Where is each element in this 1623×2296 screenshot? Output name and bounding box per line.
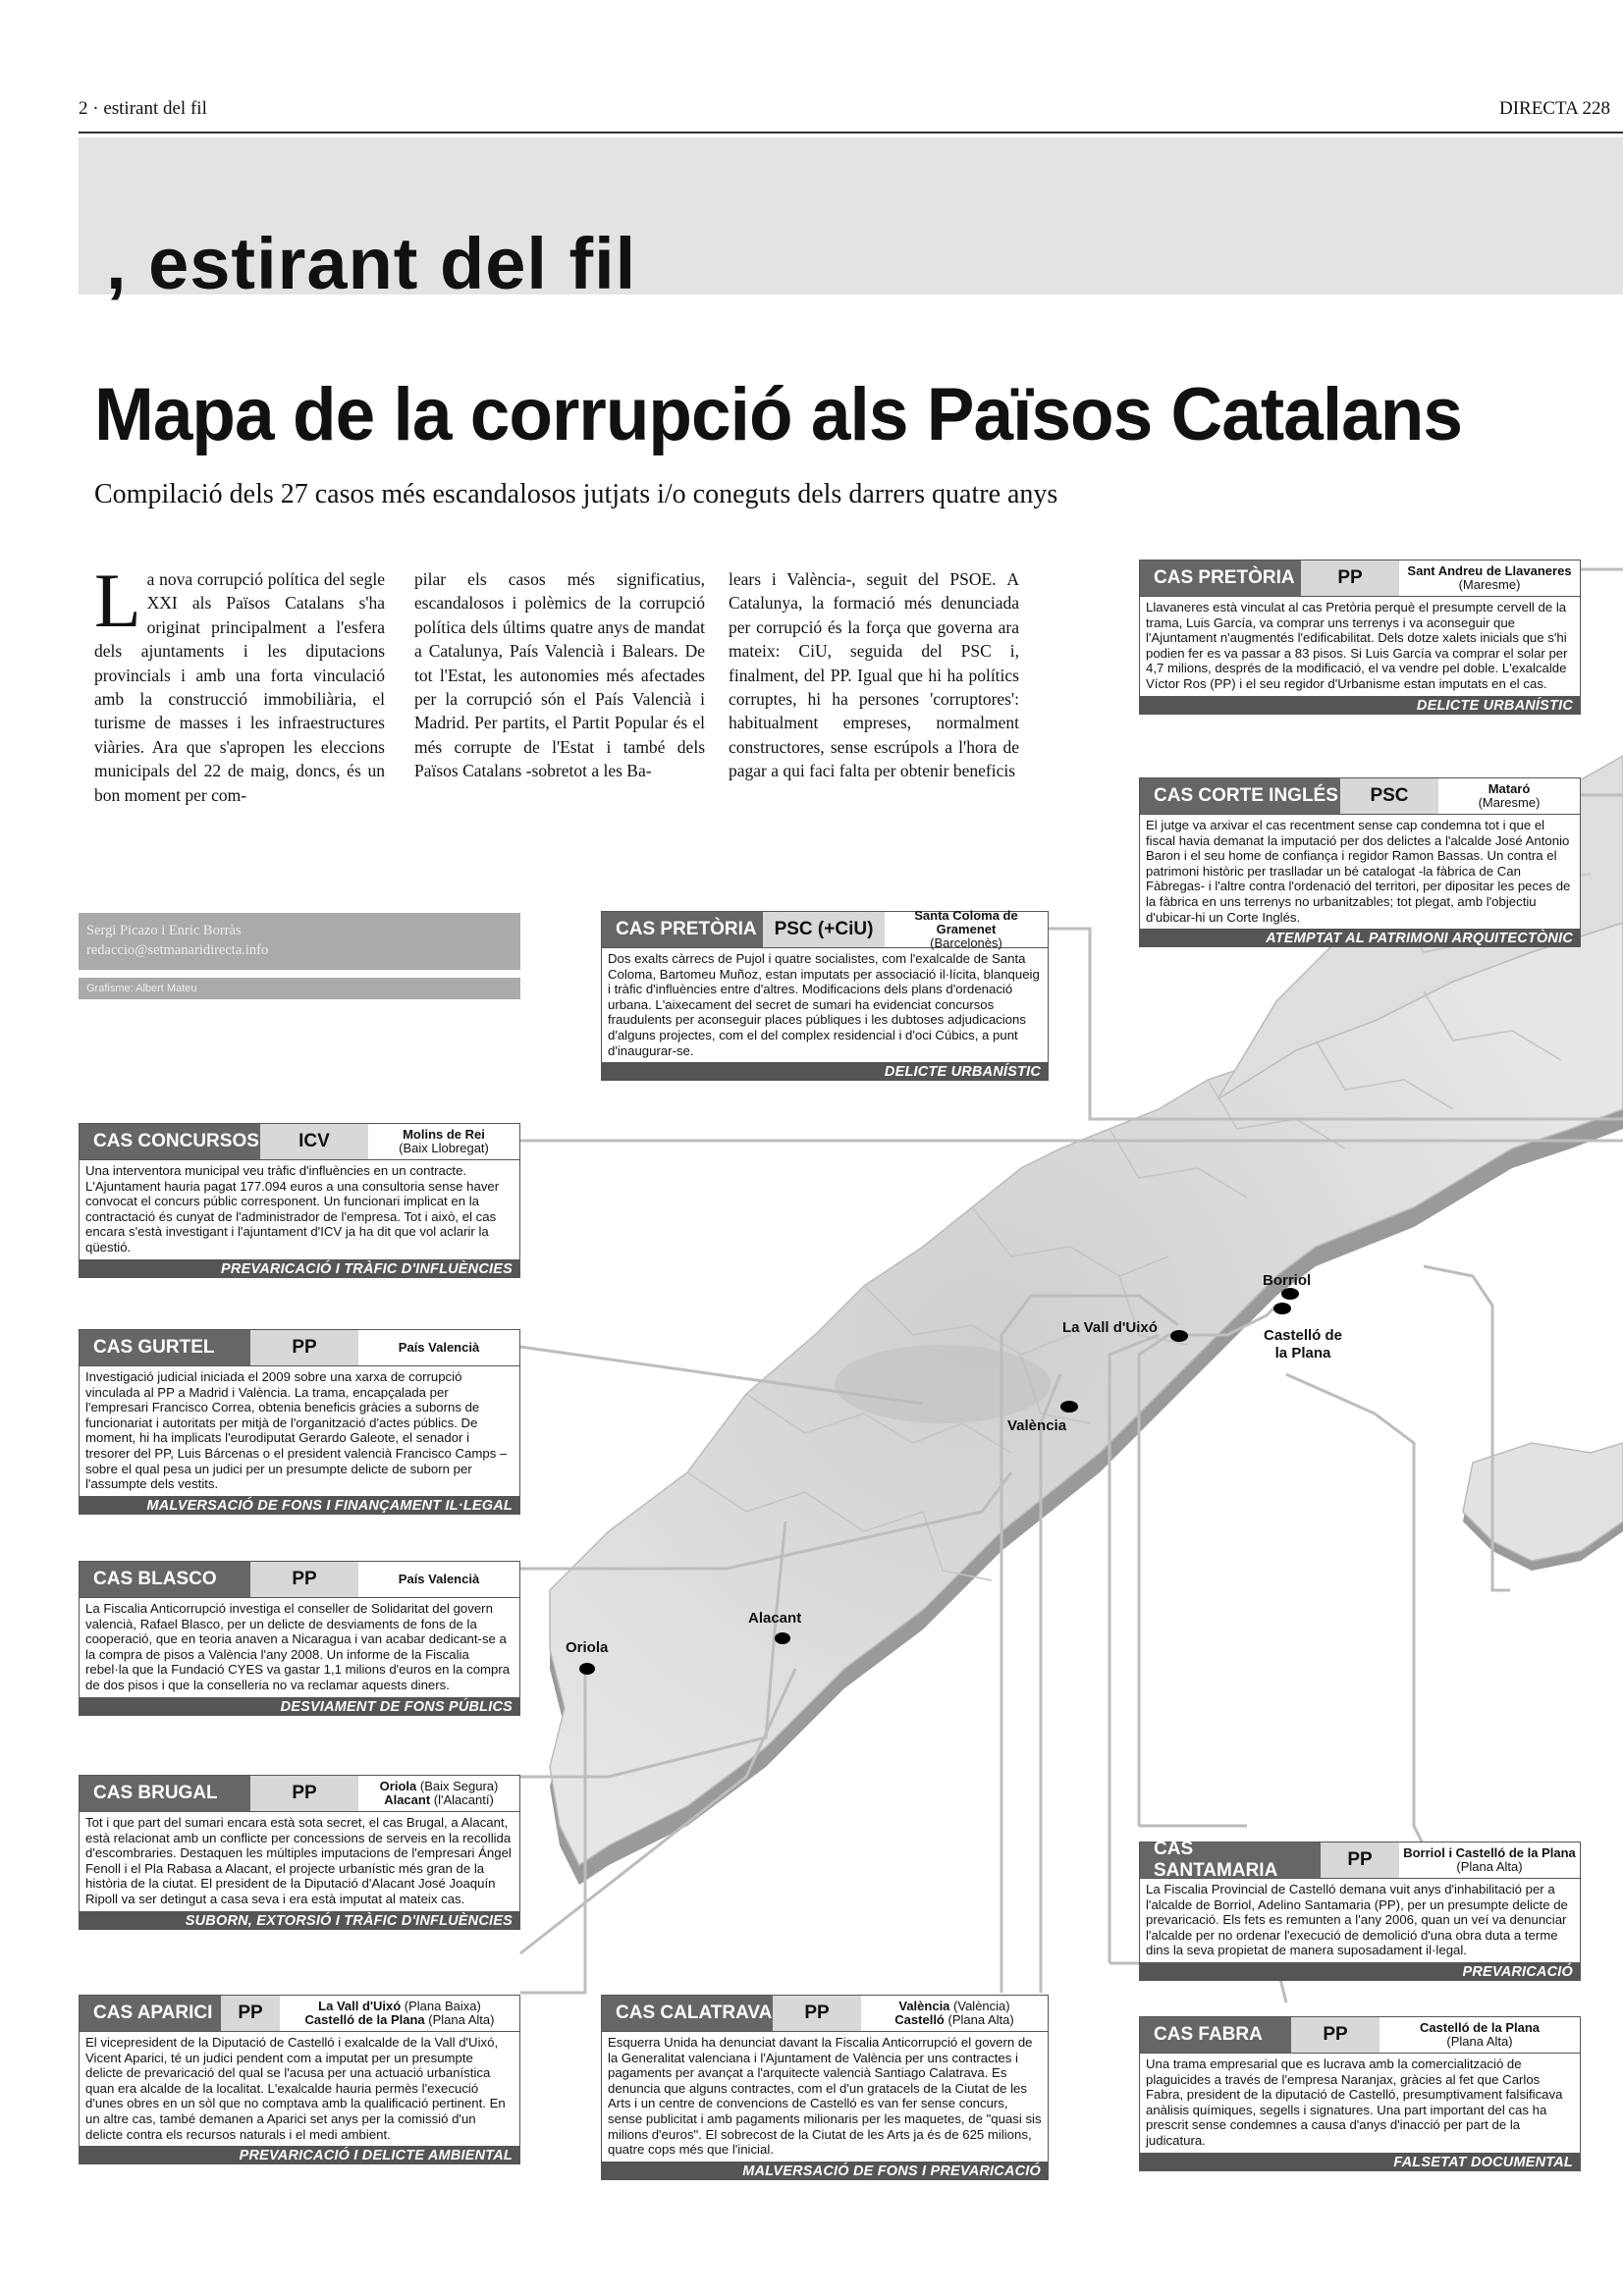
case-tag: ATEMPTAT AL PATRIMONI ARQUITECTÒNIC <box>1139 930 1581 947</box>
case-tag: DESVIAMENT DE FONS PÚBLICS <box>79 1698 520 1716</box>
dropcap: L <box>94 558 141 643</box>
case-place: Borriol i Castelló de la Plana (Plana Alta) <box>1399 1842 1580 1878</box>
issue-label: DIRECTA 228 <box>1498 98 1610 119</box>
case-name: CAS PRETÒRIA <box>1140 561 1301 596</box>
intro-column-3 <box>729 567 1019 783</box>
case-tag: FALSETAT DOCUMENTAL <box>1139 2154 1581 2171</box>
case-name: CAS BRUGAL <box>80 1776 250 1811</box>
intro-text-1: a nova corrupció política del segle XXI als Països Catalans s'ha originat principalment a l'esfera dels ajuntaments i les diputacions provincials i amb una forta vinculació amb la construcció immobiliària, el turisme de masses i les infraestructures viàries. Ara que s'apropen les eleccions municipals del 22 de maig, doncs, és un bon moment per com- <box>94 569 385 805</box>
case-tag: PREVARICACIÓ I DELICTE AMBIENTAL <box>79 2147 520 2164</box>
case-name: CAS CORTE INGLÉS <box>1140 778 1340 814</box>
case-tag: MALVERSACIÓ DE FONS I FINANÇAMENT IL·LEGAL <box>79 1497 520 1515</box>
case-name: CAS GURTEL <box>80 1330 250 1365</box>
case-place: Mataró (Maresme) <box>1438 778 1580 814</box>
case-text: Una trama empresarial que es lucrava amb la comercialització de plaguicides a través de l'empresa Naranjax, gràcies al fet que Carlos Fabra, president de la diputació de Castelló, presumptivament falsificava anàlisis químiques, segells i signatures. Una part important del cas ha prescrit sense condemnes a causa d'anys d'inacció per part de la judicatura. <box>1139 2054 1581 2154</box>
case-place: Molins de Rei (Baix Llobregat) <box>368 1124 519 1159</box>
case-party: PP <box>221 1996 280 2031</box>
city-label-castello: Castelló de la Plana <box>1263 1327 1343 1362</box>
case-text: Llavaneres està vinculat al cas Pretòria perquè el presumpte cervell de la trama, Luis García, va comprar uns terrenys i va aconseguir que l'Ajuntament n'augmentés l'edificabilitat. Dels dotze xalets inicials que s'hi podien fer es va passar a 83 pisos. Si Luis García va comprar el solar per 4,7 milions, després de la modificació, el va vendre pel doble. L'exalcalde Víctor Ros (PP) i el seu regidor d'Urbanisme estan imputats en el cas. <box>1139 597 1581 697</box>
case-place: València (València) Castelló (Plana Alta) <box>861 1996 1048 2031</box>
deck: Compilació dels 27 casos més escandalosos jutjats i/o coneguts dels darrers quatre anys <box>94 479 1058 509</box>
city-label-oriola: Oriola <box>566 1639 609 1656</box>
case-place: Oriola (Baix Segura) Alacant (l'Alacantí) <box>358 1776 519 1811</box>
case-text: Una interventora municipal veu tràfic d'influències en un contracte. L'Ajuntament hauria pagat 177.094 euros a una consultoria sense haver convocat el concurs públic corresponent. Un funcionari implicat en la contractació és cunyat de l'administrador de l'empresa. Tot i això, el cas encara s'està investigant i l'ajuntament d'ICV ja ha dit que vol aclarir la qüestió. <box>79 1160 520 1260</box>
case-tag: PREVARICACIÓ I TRÀFIC D'INFLUÈNCIES <box>79 1260 520 1278</box>
case-name: CAS CALATRAVA <box>602 1996 773 2031</box>
case-tag: SUBORN, EXTORSIÓ I TRÀFIC D'INFLUÈNCIES <box>79 1912 520 1930</box>
case-party: PP <box>1321 1842 1399 1878</box>
case-name: CAS PRETÒRIA <box>602 912 763 947</box>
credits-graphics: Grafisme: Albert Mateu <box>79 978 520 999</box>
case-place: La Vall d'Uixó (Plana Baixa) Castelló de la Plana (Plana Alta) <box>280 1996 519 2031</box>
case-santamaria <box>1139 1839 1581 1981</box>
case-party: PSC <box>1340 778 1438 814</box>
headline: Mapa de la corrupció als Països Catalans <box>94 373 1462 456</box>
case-party: PP <box>1291 2017 1380 2053</box>
case-pretoria-pp <box>1139 560 1581 715</box>
city-label-alacant: Alacant <box>748 1610 802 1627</box>
case-name: CAS CONCURSOS <box>80 1124 260 1159</box>
intro-column-1 <box>94 558 385 807</box>
case-concursos <box>79 1123 520 1278</box>
case-aparici <box>79 1995 520 2164</box>
case-tag: DELICTE URBANÍSTIC <box>601 1063 1049 1081</box>
case-tag: DELICTE URBANÍSTIC <box>1139 697 1581 715</box>
case-place: Sant Andreu de Llavaneres (Maresme) <box>1399 561 1580 596</box>
credit-authors: Sergi Picazo i Enric Borràs <box>86 923 242 938</box>
case-place: Castelló de la Plana (Plana Alta) <box>1380 2017 1580 2053</box>
case-blasco <box>79 1561 520 1716</box>
credits-box <box>79 913 520 970</box>
section-title: , estirant del fil <box>106 223 637 304</box>
case-place: Santa Coloma de Gramenet (Barcelonès) <box>885 912 1048 947</box>
case-place: País Valencià <box>358 1330 519 1365</box>
case-corte-ingles <box>1139 777 1581 947</box>
case-name: CAS FABRA <box>1140 2017 1291 2053</box>
case-pretoria-psc <box>601 908 1049 1081</box>
case-text: Investigació judicial iniciada el 2009 sobre una xarxa de corrupció vinculada al PP a Madrid i València. La trama, encapçalada per l'empresari Francisco Correa, obtenia beneficis gràcies a suborns de funcionariat i autoritats per mitjà de l'organització d'actes públics. De moment, hi ha implicats l'eurodiputat Gerardo Galeote, el senador i tresorer del PP, Luis Bárcenas o el president valencià Francisco Camps – sobre el qual pesa un judici per un presumpte delicte de suborn per l'assumpte dels vestits. <box>79 1366 520 1497</box>
case-name: CAS BLASCO <box>80 1562 250 1597</box>
intro-column-2 <box>414 567 705 783</box>
case-tag: MALVERSACIÓ DE FONS I PREVARICACIÓ <box>601 2163 1049 2180</box>
city-label-borriol: Borriol <box>1263 1272 1312 1289</box>
case-calatrava <box>601 1995 1049 2180</box>
intro-text-2: pilar els casos més significatius, escandalosos i polèmics de la corrupció política dels últims quatre anys de mandat a Catalunya, País Valencià i Balears. De tot l'Estat, les autonomies més afectades per la corrupció són el País Valencià i Madrid. Per partits, el Partit Popular és el més corrupte de l'Estat i també dels Països Catalans -sobretot a les Ba- <box>414 569 705 781</box>
case-party: PP <box>1301 561 1399 596</box>
case-text: Dos exalts càrrecs de Pujol i quatre socialistes, com l'exalcalde de Santa Coloma, Bartomeu Muñoz, estan imputats per associació il·lícita, blanqueig i tràfic d'influències entre d'altres. Modificacions dels plans d'ordenació urbana. L'aixecament del secret de sumari ha evidenciat concursos fraudulents per aconseguir places públiques i les dubtoses adjudicacions d'alguns projectes, com el del complex residencial i d'oci Cúbics, a punt d'inaugurar-se. <box>601 948 1049 1063</box>
case-party: ICV <box>260 1124 368 1159</box>
case-party: PSC (+CiU) <box>763 912 885 947</box>
case-name: CAS APARICI <box>80 1996 221 2031</box>
case-name: CAS SANTAMARIA <box>1140 1842 1321 1878</box>
page-number-section: 2 · estirant del fil <box>79 98 207 119</box>
case-fabra <box>1139 2016 1581 2171</box>
case-text: Tot i que part del sumari encara està sota secret, el cas Brugal, a Alacant, està relacionat amb un conflicte per concessions de serveis en la recollida d'escombraries. Destaquen les múltiples imputacions de l'empresari Ángel Fenoll i el Pla Rabasa a Alacant, el projecte urbanístic més gran de la història de la ciutat. El president de la Diputació d'Alacant José Joaquín Ripoll va ser detingut a casa seva i era està imputat al mateix cas. <box>79 1812 520 1912</box>
case-text: La Fiscalia Provincial de Castelló demana vuit anys d'inhabilitació per a l'alcalde de Borriol, Adelino Santamaria (PP), per un presumpte delicte de prevaricació. Els fets es remunten a l'any 2006, quan un veí va denunciar l'alcalde per no ordenar l'execució de demolició d'una obra duta a terme dins la seva propietat de manera suposadament il·legal. <box>1139 1879 1581 1963</box>
case-text: El jutge va arxivar el cas recentment sense cap condemna tot i que el fiscal havia demanat la imputació per dos delictes a l'alcalde José Antonio Baron i el seu home de confiança i regidor Ramon Bassas. Un contra el patrimoni històric per traslladar un bé catalogat -la fàbrica de Can Fàbregas- i l'altre contra l'ordenació del territori, per dipositar les peces de la fàbrica en uns terrenys no urbanitzables; tot plegat, amb l'objectiu d'ubicar-hi un Corte Inglés. <box>1139 815 1581 930</box>
case-text: Esquerra Unida ha denunciat davant la Fiscalia Anticorrupció el govern de la Generalitat valenciana i l'Ajuntament de València per uns contractes i pagaments per avançat a l'arquitecte valencià Santiago Calatrava. Es denuncia que alguns contractes, com el d'un gratacels de la Ciutat de les Arts i un centre de convencions de Castelló es van fer sense concurs, sense publicitat i amb pagaments milionaris per les maquetes, de "quasi sis milions d'euros". El sobrecost de la Ciutat de les Arts ja és de 625 milions, quatre cops més que l'inicial. <box>601 2032 1049 2163</box>
city-label-vall-duixo: La Vall d'Uixó <box>1062 1319 1158 1336</box>
case-text: El vicepresident de la Diputació de Castelló i exalcalde de la Vall d'Uixó, Vicent Aparici, té un judici pendent com a imputat per un presumpte delicte de prevaricació del qual se l'acusa per una actuació urbanística quan era alcalde de la localitat. L'exalcalde hauria permès l'execució d'unes obres en un sòl que no comptava amb la qualificació pertinent. En un altre cas, també demanen a Aparici set anys per la comissió d'un delicte contra els recursos naturals i el medi ambient. <box>79 2032 520 2147</box>
case-party: PP <box>250 1776 358 1811</box>
case-party: PP <box>250 1562 358 1597</box>
case-place: País Valencià <box>358 1562 519 1597</box>
case-tag: PREVARICACIÓ <box>1139 1963 1581 1981</box>
case-party: PP <box>773 1996 861 2031</box>
case-party: PP <box>250 1330 358 1365</box>
case-gurtel <box>79 1329 520 1515</box>
case-text: La Fiscalia Anticorrupció investiga el conseller de Solidaritat del govern valencià, Rafael Blasco, per un delicte de desviaments de fons de la cooperació, que en teoria anaven a Nicaragua i van acabar dedicant-se a la compra de pisos a València l'any 2008. Un informe de la Fiscalia rebel·la que la Fundació CYES va gastar 1,1 milions d'euros en la compra de dos pisos i que la conselleria no va reclamar aquests diners. <box>79 1598 520 1698</box>
credit-email[interactable]: redaccio@setmanaridirecta.info <box>86 942 269 958</box>
case-brugal <box>79 1775 520 1930</box>
intro-text-3: lears i València-, seguit del PSOE. A Catalunya, la formació més denunciada per corrupció és la força que governa ara mateix: CiU, seguida del PSC i, finalment, del PP. Igual que hi ha polítics corruptes, hi ha persones 'corruptores': habitualment empreses, normalment constructores, sense escrúpols a l'hora de pagar a qui faci falta per obtenir beneficis <box>729 569 1019 781</box>
city-label-valencia: València <box>1007 1417 1067 1434</box>
